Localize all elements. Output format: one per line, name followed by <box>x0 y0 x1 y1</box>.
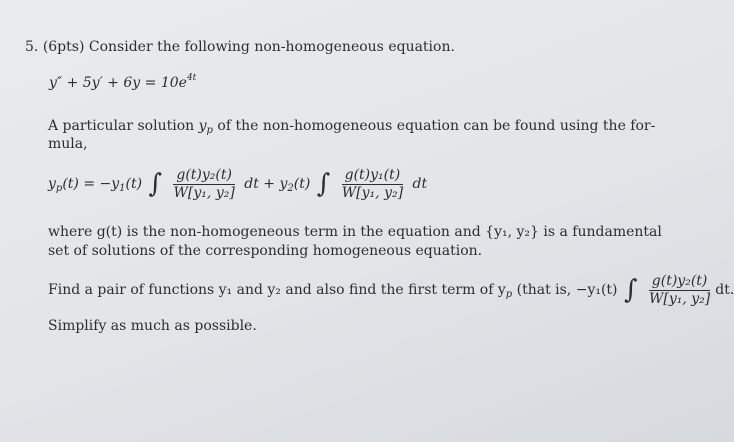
find-sub: p <box>505 289 513 301</box>
formula-lhs-tail: (t) = −y <box>62 176 120 193</box>
simplify-instruction: Simplify as much as possible. <box>48 318 257 334</box>
para1-end: mula, <box>48 136 88 152</box>
integral-sign-2: ∫ <box>316 169 331 200</box>
find-instruction <box>48 274 734 306</box>
formula-y1-sub: 1 <box>119 183 126 195</box>
fraction-3 <box>646 274 713 306</box>
find-paren: (that is, −y₁(t) <box>512 282 618 299</box>
problem-header <box>25 39 455 55</box>
formula-lhs: y <box>48 176 56 193</box>
fraction-1-numerator: g(t)y₂(t) <box>173 168 235 185</box>
where-line2: set of solutions of the corresponding homogeneous equation. <box>48 243 483 259</box>
fraction-2 <box>339 168 406 200</box>
fraction-1 <box>171 168 238 200</box>
paragraph-particular-line1 <box>48 118 655 136</box>
where-line1: where g(t) is the non-homogeneous term in the equation and {y₁, y₂} is a fundamental <box>48 224 662 240</box>
fraction-3-denominator: W[y₁, y₂] <box>648 290 711 307</box>
formula-t1: (t) <box>125 176 143 193</box>
formula-lhs-sub: p <box>55 183 63 195</box>
differential-equation <box>49 73 196 91</box>
equation-body: y″ + 5y′ + 6y = 10e <box>49 75 187 91</box>
problem-intro: Consider the following non-homogeneous equation. <box>88 39 455 55</box>
para1-yp-sub: p <box>206 125 213 136</box>
integral-sign-3: ∫ <box>623 275 638 306</box>
problem-points: (6pts) <box>42 39 85 55</box>
formula-mid: dt + y <box>244 176 288 193</box>
find-end: dt. <box>715 282 734 299</box>
para1-yp: y <box>198 118 207 134</box>
problem-number: 5. <box>25 39 39 55</box>
formula-y2-sub: 2 <box>287 183 294 195</box>
fraction-3-numerator: g(t)y₂(t) <box>649 274 711 291</box>
equation-exponent: 4t <box>186 73 197 83</box>
formula-end: dt <box>412 176 428 193</box>
fraction-2-numerator: g(t)y₁(t) <box>342 168 404 185</box>
find-text: Find a pair of functions y₁ and y₂ and also find the first term of y <box>48 282 506 299</box>
para1-start: A particular solution <box>48 118 195 134</box>
fraction-2-denominator: W[y₁, y₂] <box>341 184 404 201</box>
formula-t2: (t) <box>293 176 311 193</box>
para1-rest: of the non-homogeneous equation can be found using the for- <box>217 118 656 134</box>
fraction-1-denominator: W[y₁, y₂] <box>173 184 235 201</box>
particular-solution-formula <box>48 168 427 200</box>
paragraph-particular-line2 <box>48 136 88 152</box>
integral-sign-1: ∫ <box>148 169 163 200</box>
